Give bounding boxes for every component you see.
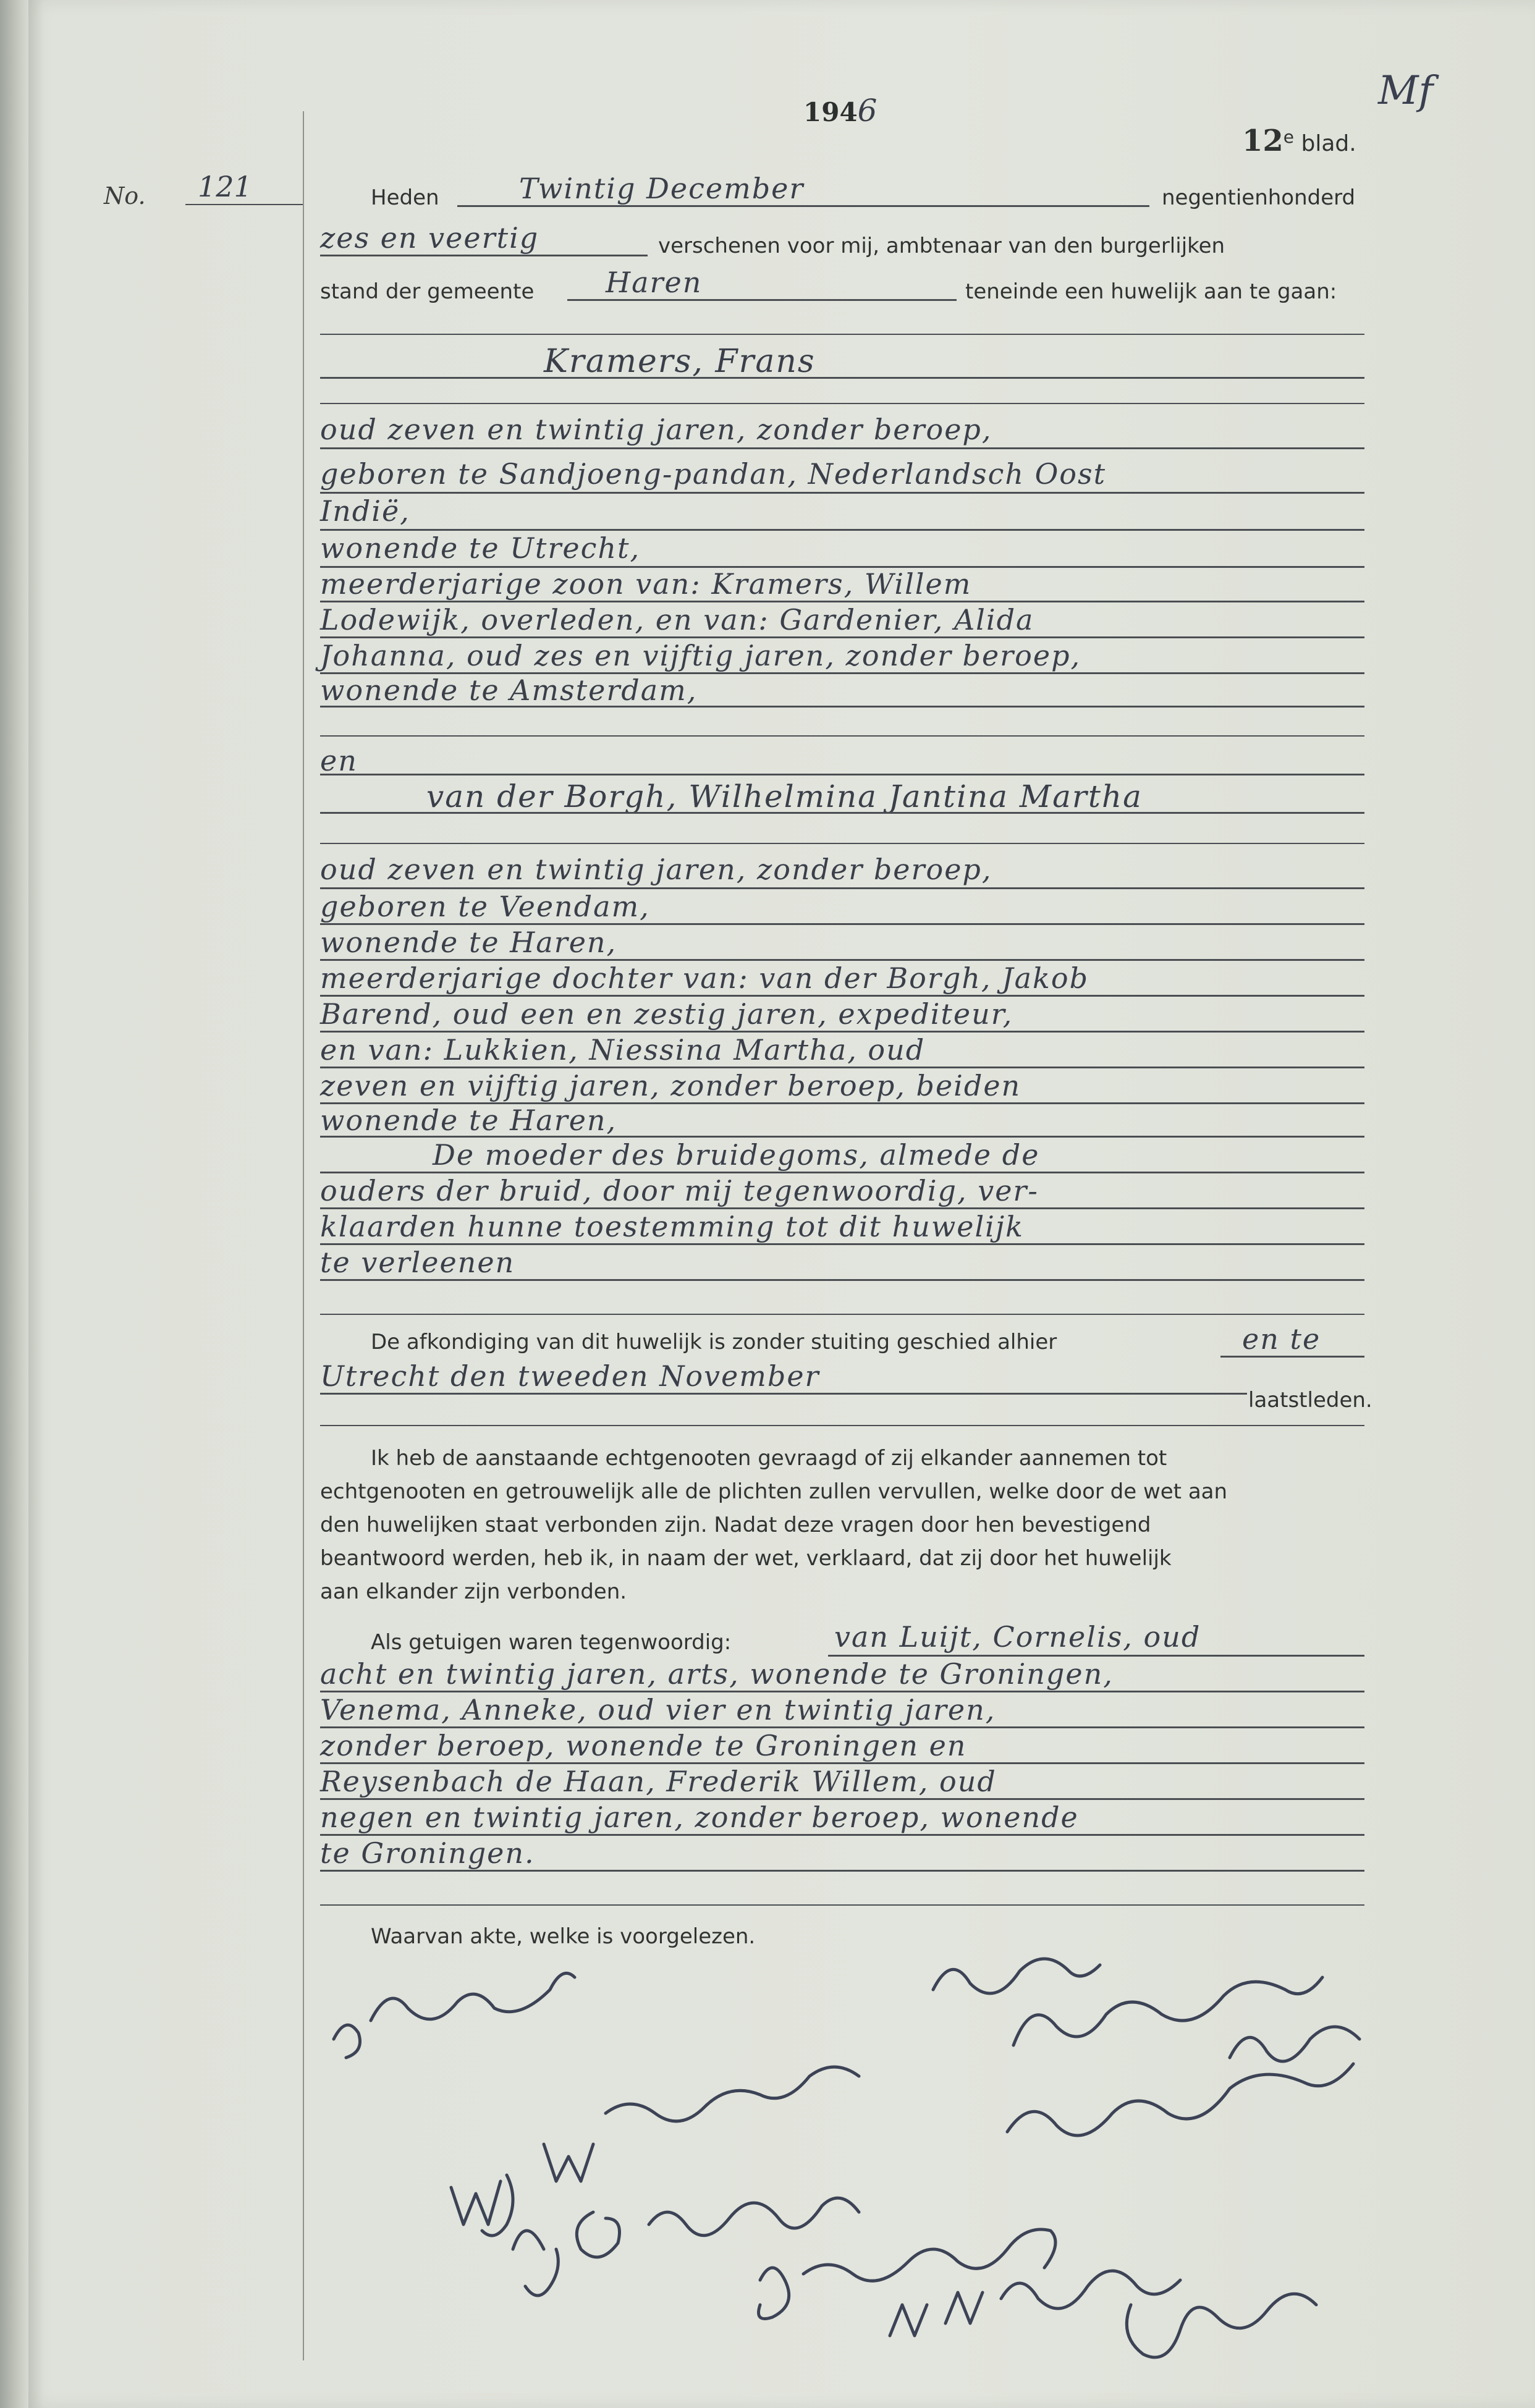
witness-rule — [320, 1834, 1364, 1836]
clerk-initials: Mf — [1378, 68, 1434, 114]
record-number-value: 121 — [198, 170, 252, 203]
witness-rule — [320, 1870, 1364, 1872]
bride-rule — [320, 1243, 1364, 1245]
bride-line: ouders der bruid, door mij tegenwoordig, ver- — [320, 1174, 1039, 1207]
intro-year-line — [320, 255, 648, 256]
bride-rule — [320, 1031, 1364, 1033]
declaration-line: aan elkander zijn verbonden. — [320, 1579, 627, 1604]
afkondiging-hand-1: en te — [1242, 1322, 1321, 1356]
bride-line: zeven en vijftig jaren, zonder beroep, beiden — [320, 1069, 1021, 1102]
bride-name: van der Borgh, Wilhelmina Jantina Martha — [426, 779, 1143, 814]
year-handwritten: 6 — [857, 93, 877, 129]
groom-rule — [320, 492, 1364, 494]
bride-rule — [320, 1067, 1364, 1068]
witness-line: negen en twintig jaren, zonder beroep, wonende — [320, 1801, 1079, 1834]
witness-line: te Groningen. — [320, 1836, 535, 1870]
intro-stand: stand der gemeente — [320, 279, 535, 304]
witness-rule — [320, 1691, 1364, 1692]
declaration-line: Ik heb de aanstaande echtgenooten gevraagd of zij elkander aannemen tot — [371, 1446, 1167, 1471]
bride-name-line — [320, 812, 1364, 814]
rule — [320, 1425, 1364, 1426]
year-printed: 194 — [803, 97, 858, 127]
rule — [320, 334, 1364, 335]
bride-rule — [320, 1136, 1364, 1138]
bride-line: wonende te Haren, — [320, 926, 617, 959]
declaration-line: echtgenooten en getrouwelijk alle de plichten zullen vervullen, welke door de wet aan — [320, 1479, 1228, 1504]
witness-line: Venema, Anneke, oud vier en twintig jaren, — [320, 1693, 996, 1726]
groom-line: wonende te Utrecht, — [320, 531, 641, 565]
intro-heden: Heden — [371, 185, 439, 210]
page-number — [1242, 124, 1356, 158]
bride-line: meerderjarige dochter van: van der Borgh, Jakob — [320, 961, 1089, 995]
page-label: blad. — [1301, 131, 1356, 156]
witness-first: van Luijt, Cornelis, oud — [834, 1620, 1201, 1654]
record-number-line — [185, 204, 303, 205]
margin-rule — [303, 111, 304, 2360]
groom-name: Kramers, Frans — [544, 343, 816, 380]
witness-rule — [320, 1762, 1364, 1764]
bride-rule — [320, 923, 1364, 925]
witness-line: Reysenbach de Haan, Frederik Willem, oud — [320, 1765, 997, 1798]
declaration-line: beantwoord werden, heb ik, in naam der wet, verklaard, dat zij door het huwelijk — [320, 1546, 1172, 1571]
bride-rule — [320, 995, 1364, 997]
intro-year-hand: zes en veertig — [320, 221, 539, 255]
groom-line: wonende te Amsterdam, — [320, 674, 698, 707]
groom-rule — [320, 636, 1364, 638]
groom-line: oud zeven en twintig jaren, zonder beroep, — [320, 413, 992, 446]
afkondiging-laatstleden: laatstleden. — [1248, 1388, 1372, 1413]
groom-name-line — [320, 377, 1364, 379]
intro-gemeente-hand: Haren — [606, 266, 703, 299]
groom-rule — [320, 706, 1364, 708]
rule — [320, 735, 1364, 737]
afkondiging-line-1 — [1220, 1356, 1364, 1358]
bride-line: klaarden hunne toestemming tot dit huwelijk — [320, 1210, 1025, 1243]
bride-line: Barend, oud een en zestig jaren, expediteur, — [320, 997, 1013, 1031]
intro-gemeente-line — [567, 299, 957, 301]
witnesses-label: Als getuigen waren tegenwoordig: — [371, 1630, 732, 1655]
closing-text: Waarvan akte, welke is voorgelezen. — [371, 1924, 756, 1949]
year — [803, 93, 877, 129]
afkondiging-text: De afkondiging van dit huwelijk is zonder stuiting geschied alhier — [371, 1330, 1057, 1354]
groom-line: geboren te Sandjoeng-pandan, Nederlandsch Oost — [320, 457, 1107, 491]
witness-line: zonder beroep, wonende te Groningen en — [320, 1729, 967, 1762]
groom-rule — [320, 601, 1364, 602]
rule — [320, 843, 1364, 844]
record-number-label: No. — [104, 182, 146, 209]
witness-rule — [320, 1798, 1364, 1800]
intro-teneinde: teneinde een huwelijk aan te gaan: — [965, 279, 1337, 304]
bride-en-line — [320, 774, 1364, 775]
bride-rule — [320, 887, 1364, 889]
afkondiging-hand-2: Utrecht den tweeden November — [320, 1359, 820, 1393]
binding-edge — [0, 0, 28, 2408]
bride-rule — [320, 1279, 1364, 1281]
bride-line: geboren te Veendam, — [320, 890, 650, 923]
groom-line: Johanna, oud zes en vijftig jaren, zonder beroep, — [320, 639, 1081, 672]
rule — [320, 1314, 1364, 1315]
witness-rule — [828, 1655, 1364, 1657]
intro-date-hand: Twintig December — [519, 172, 805, 205]
rule — [320, 1904, 1364, 1906]
intro-negentien: negentienhonderd — [1162, 185, 1356, 210]
bride-line: en van: Lukkien, Niessina Martha, oud — [320, 1033, 926, 1067]
bride-line: wonende te Haren, — [320, 1104, 617, 1137]
bride-rule — [320, 1172, 1364, 1173]
groom-rule — [320, 447, 1364, 449]
afkondiging-line-2 — [320, 1393, 1247, 1395]
bride-line: oud zeven en twintig jaren, zonder beroep, — [320, 853, 992, 886]
groom-line: Lodewijk, overleden, en van: Gardenier, Alida — [320, 603, 1034, 636]
bride-rule — [320, 959, 1364, 961]
bride-line: te verleenen — [320, 1246, 515, 1279]
bride-en: en — [320, 744, 358, 777]
bride-line: De moeder des bruidegoms, almede de — [433, 1138, 1040, 1172]
intro-verschenen: verschenen voor mij, ambtenaar van den burgerlijken — [658, 234, 1225, 258]
intro-date-line — [457, 205, 1149, 207]
rule — [320, 403, 1364, 404]
bride-rule — [320, 1207, 1364, 1209]
witness-line: acht en twintig jaren, arts, wonende te Groningen, — [320, 1657, 1114, 1691]
groom-line: meerderjarige zoon van: Kramers, Willem — [320, 567, 972, 601]
groom-rule — [320, 529, 1364, 531]
groom-line: Indië, — [320, 494, 410, 528]
page-number-suffix: e — [1283, 127, 1295, 147]
witness-rule — [320, 1726, 1364, 1728]
declaration-line: den huwelijken staat verbonden zijn. Nadat deze vragen door hen bevestigend — [320, 1513, 1151, 1537]
page-number-value: 12 — [1242, 124, 1283, 158]
